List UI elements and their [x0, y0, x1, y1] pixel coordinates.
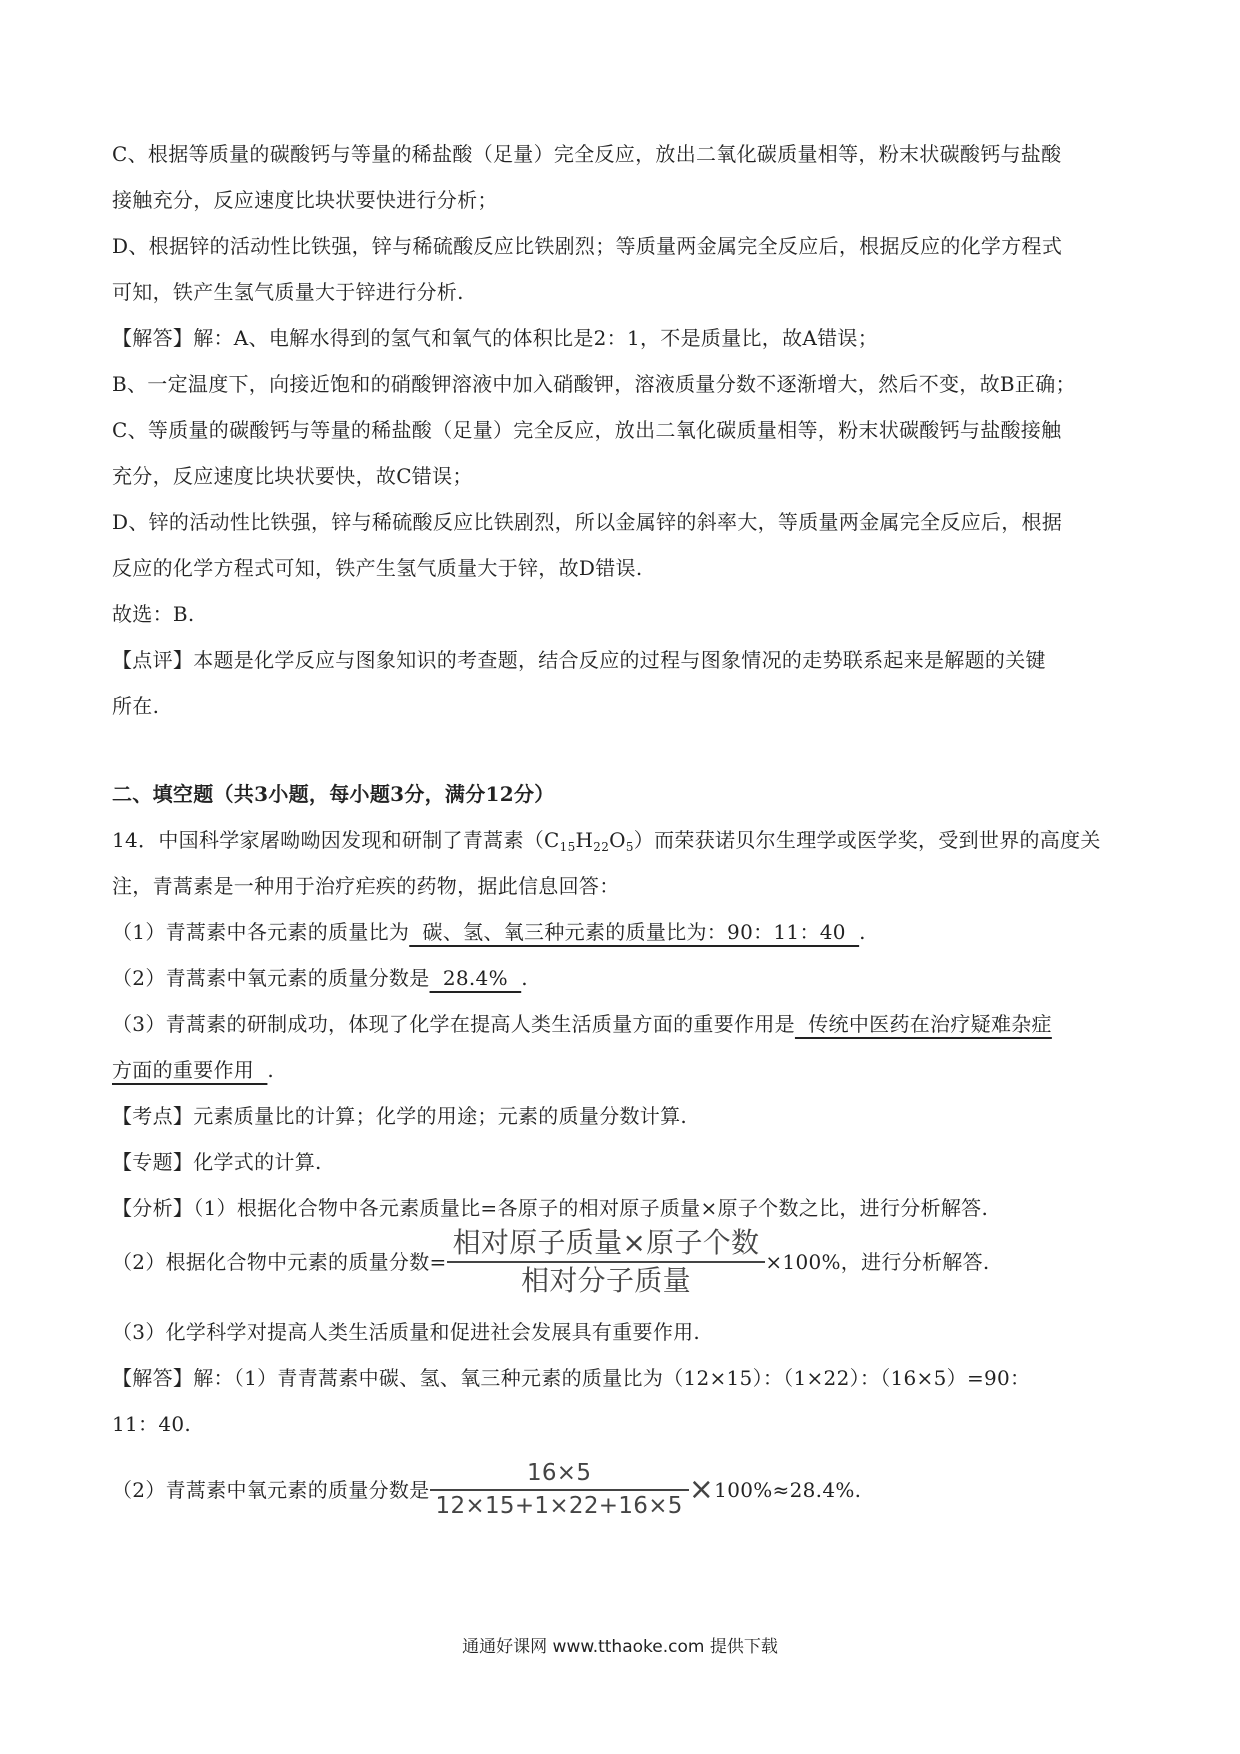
q14-text-post: ）而荣获诺贝尔生理学或医学奖，受到世界的高度关 — [633, 828, 1101, 852]
oxygen-numerator: 16×5 — [526, 1460, 592, 1486]
oxygen-denominator: 12×15+1×22+16×5 — [430, 1489, 689, 1520]
jieda2-post: 100%≈28.4%. — [714, 1478, 862, 1502]
analysis-d-line1: D、根据锌的活动性比铁强，锌与稀硫酸反应比铁剧烈；等质量两金属完全反应后，根据反应的化学方程式 — [112, 234, 1063, 258]
h-symbol: H — [575, 828, 594, 852]
q14-part3-answer2: 方面的重要作用 — [112, 1058, 268, 1082]
q14-part2-answer: 28.4% — [429, 966, 522, 990]
q14-part3-end: . — [267, 1058, 275, 1082]
answer-b: B、一定温度下，向接近饱和的硝酸钾溶液中加入硝酸钾，溶液质量分数不逐渐增大，然后不变，故B正确； — [112, 372, 1076, 396]
zhuanti-line: 【专题】化学式的计算. — [112, 1150, 322, 1174]
section-title: 二、填空题（共3小题，每小题3分，满分12分） — [112, 782, 555, 806]
answer-d-line2: 反应的化学方程式可知，铁产生氢气质量大于锌，故D错误. — [112, 556, 643, 580]
analysis-c-line1: C、根据等质量的碳酸钙与等量的稀盐酸（足量）完全反应，放出二氧化碳质量相等，粉末状碳酸钙与盐酸 — [112, 142, 1062, 166]
q14-part2-label: （2）青蒿素中氧元素的质量分数是 — [112, 966, 430, 990]
analysis-d-line2: 可知，铁产生氢气质量大于锌进行分析. — [112, 280, 464, 304]
q14-part3-answer1: 传统中医药在治疗疑难杂症 — [794, 1012, 1052, 1036]
oxygen-fraction-formula — [430, 1460, 689, 1520]
jieda-line3 — [112, 1456, 1142, 1524]
fenxi2-post: ×100%，进行分析解答. — [765, 1250, 990, 1274]
q14-part1 — [112, 918, 1142, 946]
question-14-line1 — [112, 826, 1142, 861]
fenxi2-pre: （2）根据化合物中元素的质量分数= — [112, 1250, 447, 1274]
mass-fraction-formula — [447, 1227, 766, 1297]
fenxi-line2 — [112, 1226, 1142, 1298]
answer-d-line1: D、锌的活动性比铁强，锌与稀硫酸反应比铁剧烈，所以金属锌的斜率大，等质量两金属完全反应后，根据 — [112, 510, 1063, 534]
answer-a: 【解答】解：A、电解水得到的氢气和氧气的体积比是2：1，不是质量比，故A错误； — [112, 326, 879, 350]
q14-part2-end: . — [521, 966, 528, 990]
formula-denominator: 相对分子质量 — [447, 1261, 766, 1297]
q14-part1-label: （1）青蒿素中各元素的质量比为 — [112, 920, 410, 944]
times-sign: × — [688, 1472, 715, 1507]
fenxi-line1: 【分析】（1）根据化合物中各元素质量比=各原子的相对原子质量×原子个数之比，进行分析解答. — [112, 1196, 989, 1220]
q14-part2 — [112, 964, 1142, 992]
jieda-line2: 11：40. — [112, 1412, 192, 1436]
choice-line: 故选：B. — [112, 602, 195, 626]
c-subscript: 15 — [559, 840, 576, 854]
q14-part3-line1 — [112, 1010, 1142, 1038]
comment-line2: 所在. — [112, 694, 160, 718]
page-footer: 通通好课网 www.tthaoke.com 提供下载 — [462, 1637, 778, 1657]
jieda2-pre: （2）青蒿素中氧元素的质量分数是 — [112, 1478, 430, 1502]
q14-part3-label: （3）青蒿素的研制成功，体现了化学在提高人类生活质量方面的重要作用是 — [112, 1012, 795, 1036]
formula-numerator: 相对原子质量×原子个数 — [452, 1226, 760, 1259]
jieda-line1: 【解答】解：（1）青青蒿素中碳、氢、氧三种元素的质量比为（12×15）：（1×22）：（16×5）=90： — [112, 1366, 1031, 1390]
q14-text-pre: 14．中国科学家屠呦呦因发现和研制了青蒿素（C — [112, 828, 560, 852]
kaodian-line: 【考点】元素质量比的计算；化学的用途；元素的质量分数计算. — [112, 1104, 688, 1128]
analysis-c-line2: 接触充分，反应速度比块状要快进行分析； — [112, 188, 498, 212]
q14-part3-line2 — [112, 1056, 1142, 1084]
question-14-line2: 注，青蒿素是一种用于治疗疟疾的药物，据此信息回答： — [112, 874, 620, 898]
fenxi-line3: （3）化学科学对提高人类生活质量和促进社会发展具有重要作用. — [112, 1320, 701, 1344]
answer-c-line1: C、等质量的碳酸钙与等量的稀盐酸（足量）完全反应，放出二氧化碳质量相等，粉末状碳酸钙与盐酸接触 — [112, 418, 1062, 442]
answer-c-line2: 充分，反应速度比块状要快，故C错误； — [112, 464, 473, 488]
o-subscript: 5 — [625, 840, 634, 854]
q14-part1-answer: 碳、氢、氧三种元素的质量比为：90：11：40 — [409, 920, 860, 944]
h-subscript: 22 — [593, 840, 610, 854]
comment-line1: 【点评】本题是化学反应与图象知识的考查题，结合反应的过程与图象情况的走势联系起来是解题的关键 — [112, 648, 1046, 672]
o-symbol: O — [609, 828, 626, 852]
q14-part1-end: . — [859, 920, 866, 944]
